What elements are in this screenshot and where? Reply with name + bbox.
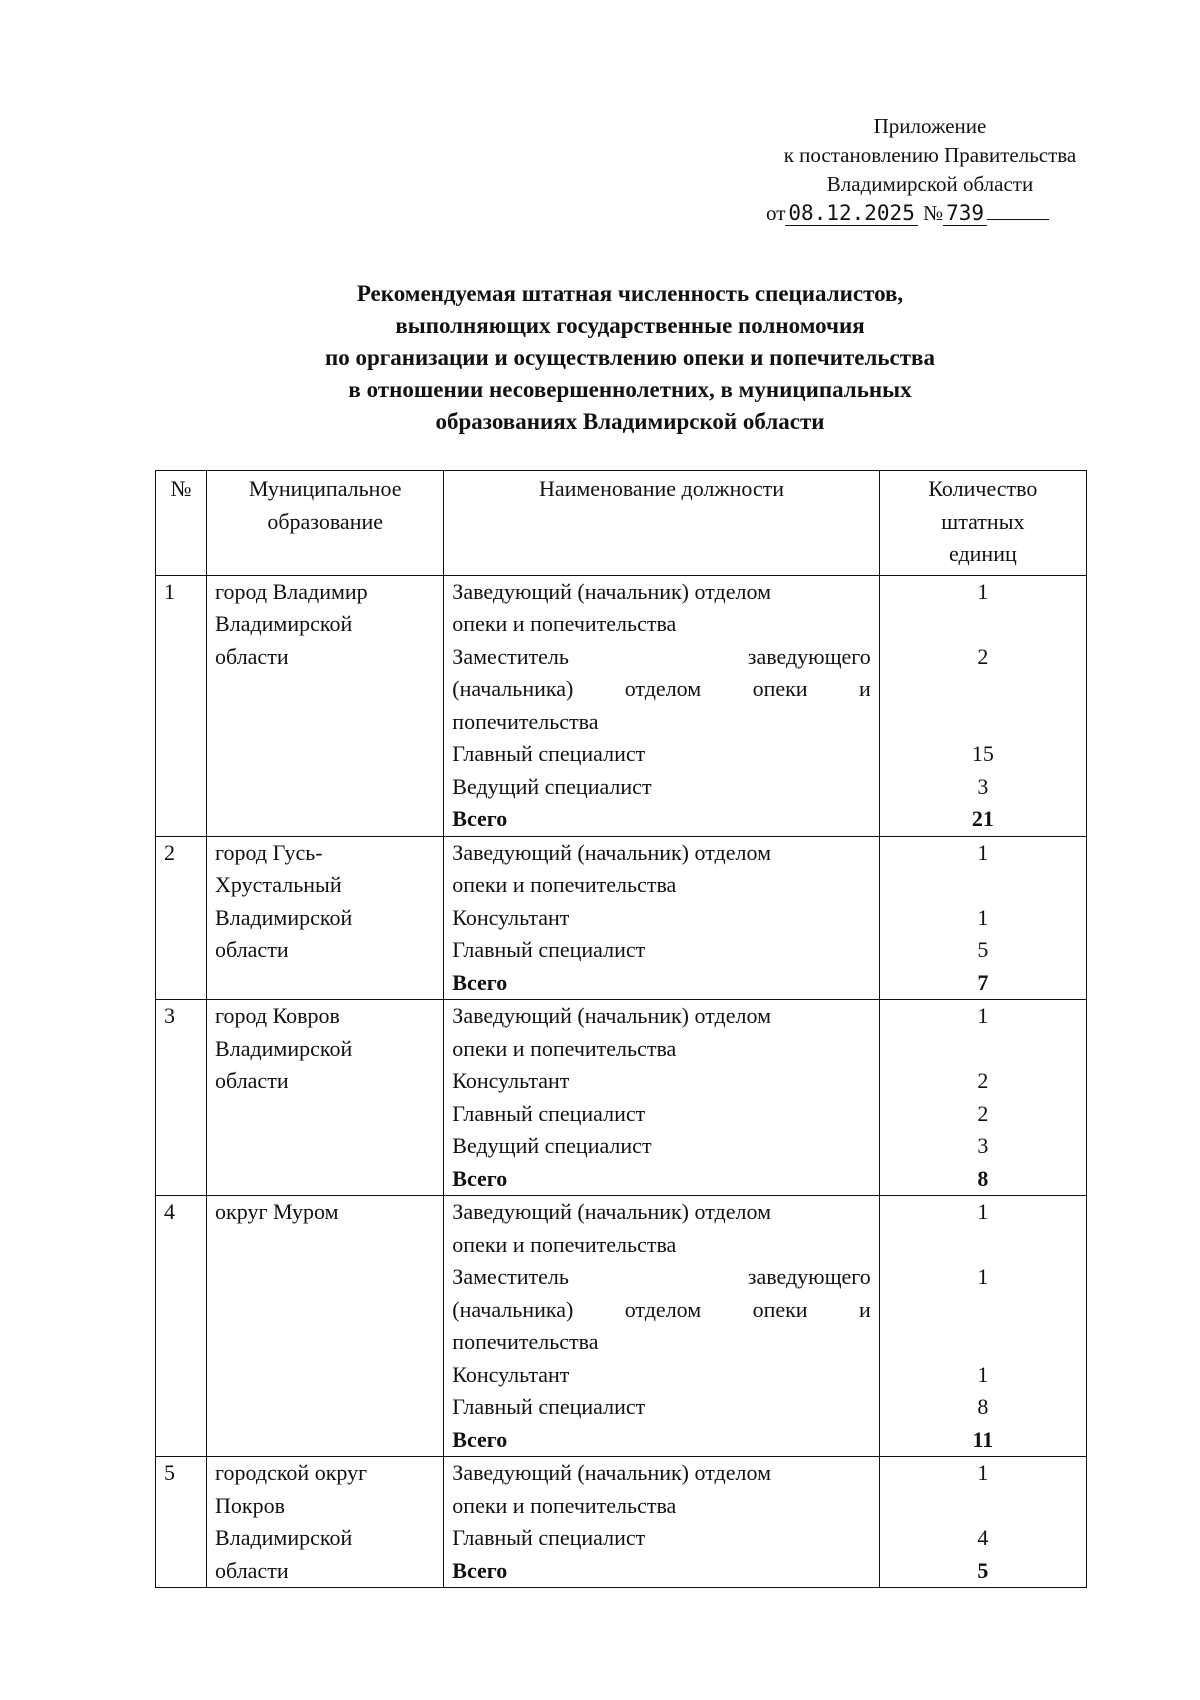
position-name-line: попечительства — [452, 1329, 599, 1354]
position-name-line: Консультант — [452, 1361, 570, 1387]
quantity-spacer — [888, 869, 1078, 902]
position-name-line: Консультант — [452, 1068, 570, 1093]
position-name-line: попечительства — [452, 708, 599, 734]
total-label: Всего — [452, 1557, 508, 1583]
municipality-line: области — [215, 643, 289, 669]
table-row — [156, 1457, 1087, 1588]
municipality-line: Владимирской — [215, 611, 353, 636]
municipality-line: город Владимир — [215, 578, 368, 604]
position-quantity: 8 — [977, 1394, 989, 1419]
appendix-label: Приложение — [873, 114, 987, 138]
position-name-line: опеки и попечительства — [452, 1231, 677, 1257]
position-name-line: опеки и попечительства — [452, 1492, 677, 1518]
appendix-region: Владимирской области — [826, 172, 1034, 196]
municipality-cell — [207, 575, 444, 836]
total-quantity: 7 — [977, 969, 989, 995]
municipality-cell — [207, 1000, 444, 1196]
quantity-spacer — [888, 706, 1078, 739]
table-body — [156, 575, 1087, 1588]
table-header-row — [156, 471, 1087, 576]
table-row — [156, 1196, 1087, 1457]
document-title — [200, 278, 1060, 438]
municipality-line: Владимирской — [215, 904, 353, 930]
position-quantity: 2 — [977, 643, 989, 669]
position-name-line: Заведующий (начальник) отделом — [452, 578, 771, 604]
decree-number: 739 — [943, 201, 987, 226]
municipality-line: области — [215, 1068, 289, 1093]
municipality-line: город Ковров — [215, 1003, 340, 1028]
header-quantity-line: штатных — [941, 508, 1025, 534]
quantity-spacer — [888, 673, 1078, 706]
quantity-spacer — [888, 1294, 1078, 1327]
position-name-line: Главный специалист — [452, 1525, 646, 1550]
position-quantity: 1 — [977, 1264, 989, 1289]
table-row — [156, 836, 1087, 1000]
position-quantity: 3 — [977, 773, 989, 799]
position-quantity: 1 — [977, 1003, 989, 1028]
position-quantity: 4 — [977, 1525, 989, 1550]
positions-cell — [444, 836, 879, 1000]
title-line: в отношении несовершеннолетних, в муниципальных — [348, 377, 912, 402]
total-label: Всего — [452, 806, 508, 831]
position-quantity: 1 — [977, 904, 989, 930]
position-name-line: Главный специалист — [452, 1100, 646, 1126]
municipality-line: городской округ — [215, 1460, 368, 1485]
row-number: 4 — [156, 1196, 207, 1457]
position-name-line: опеки и попечительства — [452, 872, 677, 897]
position-quantity: 1 — [977, 1361, 989, 1387]
quantity-spacer — [888, 1326, 1078, 1359]
header-number: № — [156, 471, 207, 576]
total-quantity: 8 — [977, 1165, 989, 1191]
title-line: образованиях Владимирской области — [435, 409, 825, 434]
header-quantity-line: Количество — [928, 476, 1038, 501]
position-quantity: 5 — [977, 937, 989, 962]
position-name-line: Главный специалист — [452, 741, 646, 766]
date-prefix: от — [766, 201, 786, 225]
header-quantity-line: единиц — [948, 541, 1017, 566]
position-name-line: Ведущий специалист — [452, 1133, 652, 1158]
position-name-line: Заведующий (начальник) отделом — [452, 839, 771, 865]
quantities-cell — [879, 836, 1086, 1000]
number-underline — [987, 199, 1049, 220]
position-name-line: Заведующий (начальник) отделом — [452, 1003, 771, 1028]
positions-cell — [444, 1000, 879, 1196]
position-quantity: 2 — [977, 1068, 989, 1093]
header-municipality-line: Муниципальное — [248, 476, 402, 501]
municipality-line: город Гусь- — [215, 839, 323, 865]
row-number: 1 — [156, 575, 207, 836]
position-name-line: Заместитель заведующего — [452, 643, 871, 669]
municipality-line: области — [215, 1557, 289, 1583]
number-prefix: № — [923, 201, 944, 225]
header-position: Наименование должности — [444, 471, 879, 576]
quantity-spacer — [888, 1229, 1078, 1262]
municipality-line: Хрустальный — [215, 872, 342, 897]
header-quantity — [879, 471, 1086, 576]
decree-date: 08.12.2025 — [785, 201, 917, 226]
municipality-cell — [207, 1196, 444, 1457]
position-name-line: Заместитель заведующего — [452, 1264, 871, 1289]
position-name-line: Главный специалист — [452, 937, 646, 962]
position-name-line: Главный специалист — [452, 1394, 646, 1419]
positions-cell — [444, 1196, 879, 1457]
quantities-cell — [879, 1000, 1086, 1196]
position-quantity: 15 — [971, 741, 994, 766]
position-quantity: 2 — [977, 1100, 989, 1126]
decree-date-number-line — [760, 199, 1100, 228]
quantity-spacer — [888, 1490, 1078, 1523]
total-label: Всего — [452, 1426, 508, 1452]
position-name-line: Ведущий специалист — [452, 773, 652, 799]
municipality-line: округ Муром — [215, 1199, 339, 1224]
municipality-line: Покров — [215, 1492, 286, 1518]
total-quantity: 11 — [972, 1426, 994, 1452]
row-number: 3 — [156, 1000, 207, 1196]
position-name-line: (начальника) отделом опеки и — [452, 676, 871, 701]
total-label: Всего — [452, 1165, 508, 1191]
title-line: Рекомендуемая штатная численность специалистов, — [356, 281, 904, 306]
position-quantity: 1 — [977, 578, 989, 604]
positions-cell — [444, 1457, 879, 1588]
header-municipality-line: образование — [267, 508, 384, 534]
position-name-line: опеки и попечительства — [452, 1035, 677, 1061]
municipality-line: области — [215, 937, 289, 962]
position-name-line: Заведующий (начальник) отделом — [452, 1460, 771, 1485]
municipality-line: Владимирской — [215, 1525, 353, 1550]
quantities-cell — [879, 1457, 1086, 1588]
row-number: 5 — [156, 1457, 207, 1588]
total-label: Всего — [452, 969, 508, 995]
title-line: выполняющих государственные полномочия — [395, 313, 865, 338]
quantities-cell — [879, 1196, 1086, 1457]
position-quantity: 1 — [977, 1199, 989, 1224]
total-quantity: 5 — [977, 1557, 989, 1583]
position-name-line: Заведующий (начальник) отделом — [452, 1199, 771, 1224]
municipality-line: Владимирской — [215, 1035, 353, 1061]
position-name-line: (начальника) отделом опеки и — [452, 1296, 871, 1322]
total-quantity: 21 — [971, 806, 994, 831]
position-name-line: Консультант — [452, 904, 570, 930]
position-quantity: 1 — [977, 1460, 989, 1485]
row-number: 2 — [156, 836, 207, 1000]
table-row — [156, 575, 1087, 836]
appendix-decree-ref: к постановлению Правительства — [783, 143, 1077, 167]
positions-cell — [444, 575, 879, 836]
appendix-block — [760, 112, 1100, 228]
table-row — [156, 1000, 1087, 1196]
quantities-cell — [879, 575, 1086, 836]
position-name-line: опеки и попечительства — [452, 611, 677, 636]
municipality-cell — [207, 1457, 444, 1588]
municipality-cell — [207, 836, 444, 1000]
quantity-spacer — [888, 1033, 1078, 1066]
position-quantity: 3 — [977, 1133, 989, 1158]
title-line: по организации и осуществлению опеки и попечительства — [325, 345, 935, 370]
staffing-table — [155, 470, 1087, 1588]
position-quantity: 1 — [977, 839, 989, 865]
quantity-spacer — [888, 608, 1078, 641]
header-municipality — [207, 471, 444, 576]
